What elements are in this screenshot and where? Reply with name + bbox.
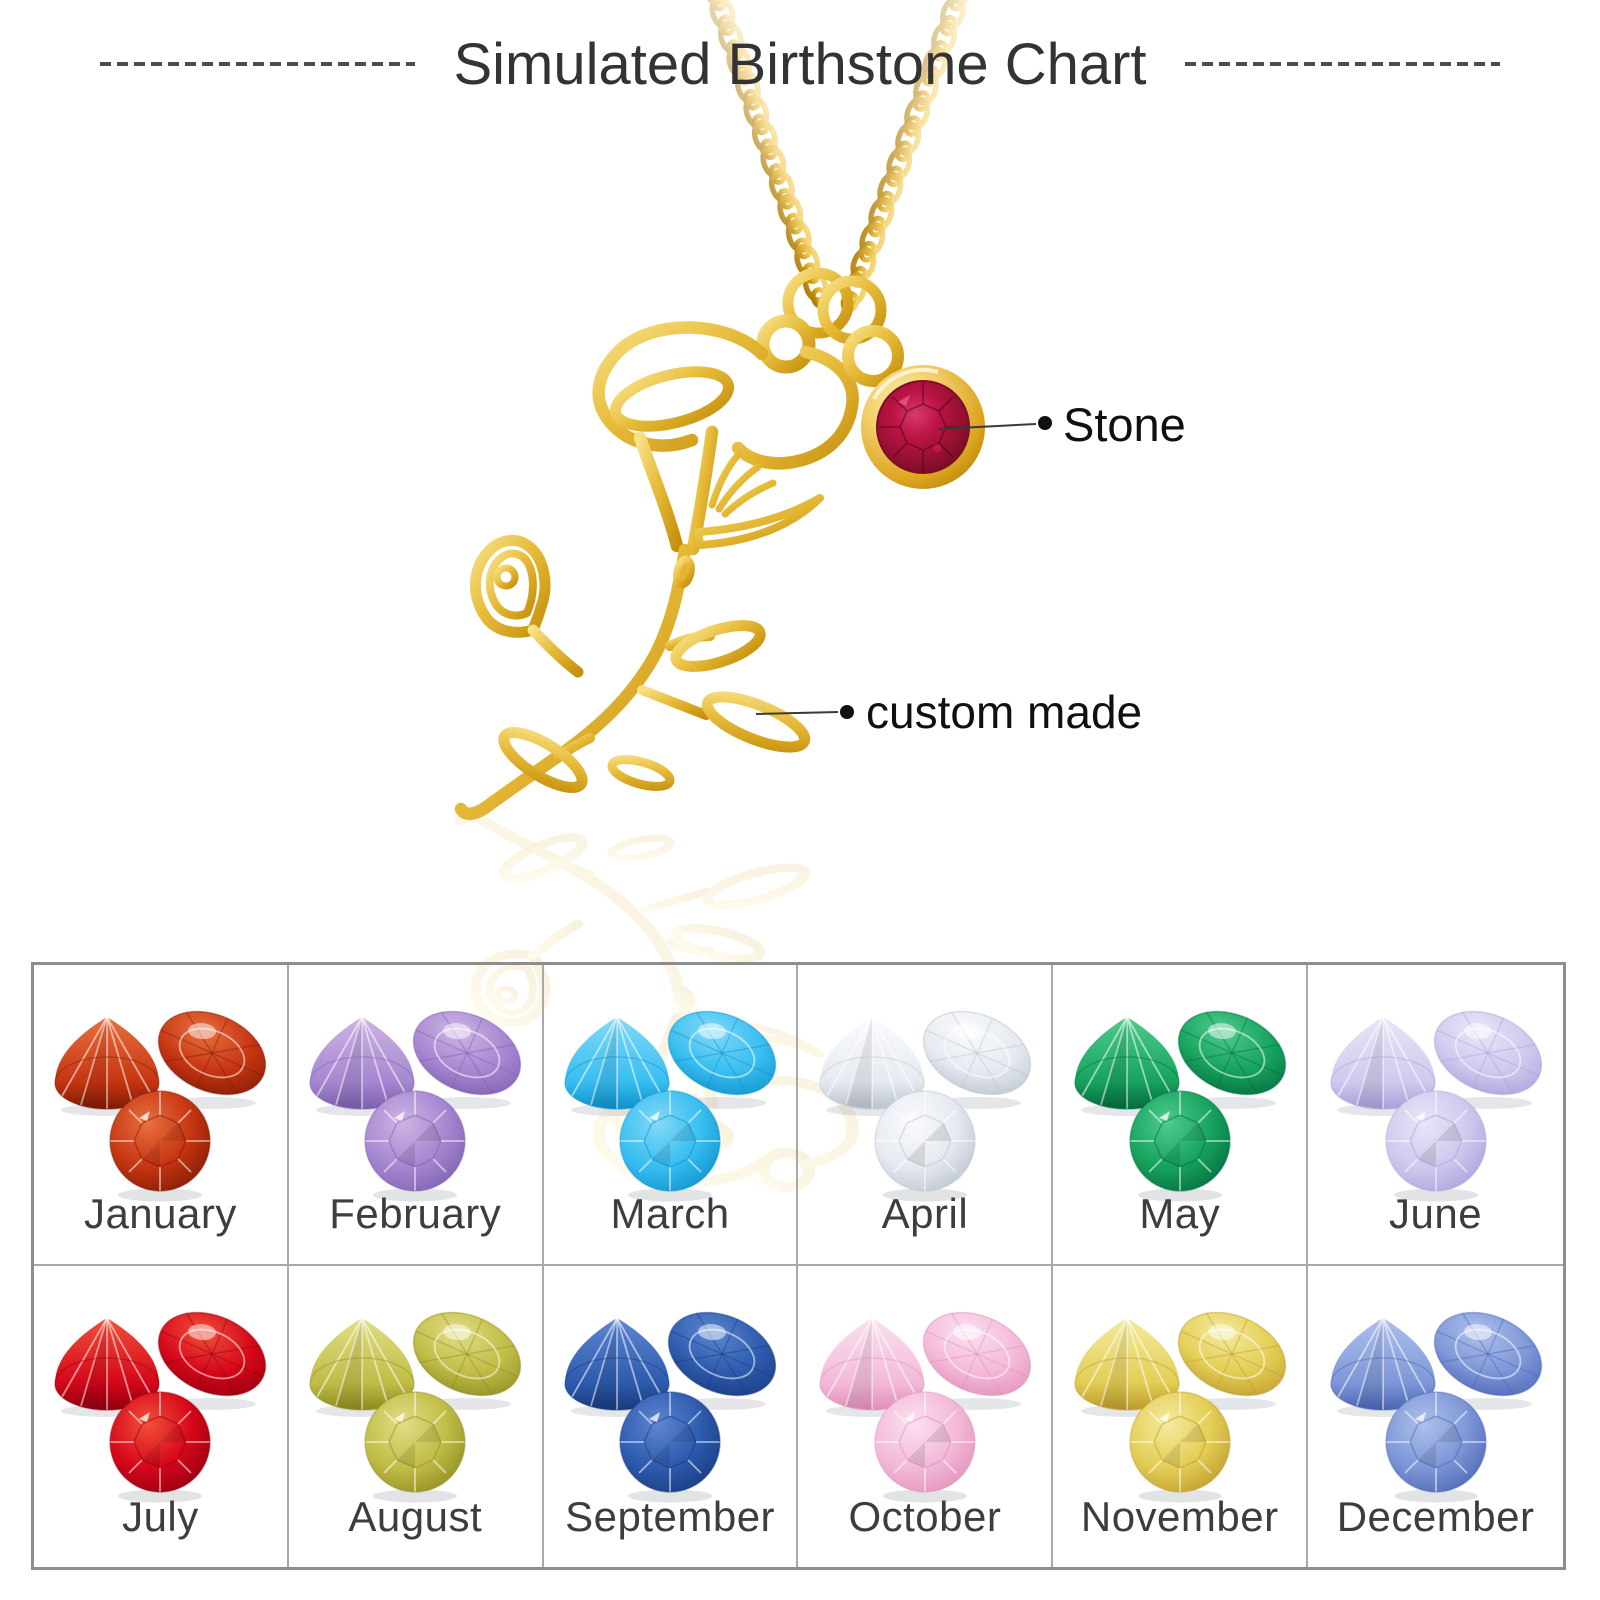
month-label: November bbox=[1080, 1493, 1279, 1540]
birthstone-grid bbox=[31, 962, 1566, 1570]
month-label: April bbox=[881, 1190, 969, 1237]
gem-round bbox=[611, 1085, 729, 1203]
month-label: October bbox=[848, 1493, 1002, 1540]
stone-label: Stone bbox=[1063, 398, 1186, 451]
gem-cluster bbox=[1321, 999, 1551, 1211]
month-label: December bbox=[1336, 1493, 1535, 1540]
dash-line-right bbox=[1185, 62, 1500, 66]
gem-cluster bbox=[300, 1300, 530, 1512]
month-label: March bbox=[610, 1190, 730, 1237]
gem-cluster bbox=[810, 999, 1040, 1211]
custom-made-label: custom made bbox=[866, 686, 1143, 738]
chart-header bbox=[0, 24, 1600, 104]
gem-round bbox=[356, 1386, 474, 1504]
gem-cluster bbox=[555, 1300, 785, 1512]
month-label: September bbox=[565, 1493, 776, 1540]
birthstone-charm bbox=[848, 331, 985, 489]
charm-bail bbox=[848, 331, 898, 381]
gem-round bbox=[101, 1085, 219, 1203]
bullet-dot bbox=[840, 705, 854, 719]
month-cell-march bbox=[544, 965, 799, 1266]
gem-cluster bbox=[1065, 999, 1295, 1211]
flower-bail bbox=[763, 321, 809, 367]
gem-round bbox=[1121, 1386, 1239, 1504]
month-label: February bbox=[329, 1190, 502, 1237]
month-label: August bbox=[348, 1493, 483, 1540]
dash-line-left bbox=[100, 62, 415, 66]
gem-cluster bbox=[1321, 1300, 1551, 1512]
page-title: Simulated Birthstone Chart bbox=[453, 31, 1147, 97]
month-label: January bbox=[83, 1190, 237, 1237]
gem-round bbox=[611, 1386, 729, 1504]
bullet-dot bbox=[1038, 416, 1052, 430]
month-label: June bbox=[1389, 1190, 1483, 1237]
gem-round bbox=[1121, 1085, 1239, 1203]
month-cell-january bbox=[34, 965, 289, 1266]
gem-round bbox=[1377, 1085, 1495, 1203]
month-cell-september bbox=[544, 1266, 799, 1567]
gem-round bbox=[866, 1386, 984, 1504]
gem-cluster bbox=[45, 1300, 275, 1512]
month-cell-may bbox=[1053, 965, 1308, 1266]
gem-round bbox=[1377, 1386, 1495, 1504]
month-cell-december bbox=[1308, 1266, 1563, 1567]
month-label: July bbox=[122, 1493, 199, 1540]
month-label: May bbox=[1139, 1190, 1221, 1237]
month-cell-november bbox=[1053, 1266, 1308, 1567]
month-cell-october bbox=[798, 1266, 1053, 1567]
month-cell-february bbox=[289, 965, 544, 1266]
gem-cluster bbox=[1065, 1300, 1295, 1512]
gem-cluster bbox=[45, 999, 275, 1211]
gem-round bbox=[866, 1085, 984, 1203]
month-cell-july bbox=[34, 1266, 289, 1567]
month-cell-august bbox=[289, 1266, 544, 1567]
flower-pendant bbox=[461, 321, 853, 814]
gem-round bbox=[356, 1085, 474, 1203]
month-cell-june bbox=[1308, 965, 1563, 1266]
gem-cluster bbox=[300, 999, 530, 1211]
gem-round bbox=[101, 1386, 219, 1504]
custom-made-callout bbox=[756, 686, 1142, 738]
month-cell-april bbox=[798, 965, 1053, 1266]
gem-cluster bbox=[810, 1300, 1040, 1512]
gem-cluster bbox=[555, 999, 785, 1211]
